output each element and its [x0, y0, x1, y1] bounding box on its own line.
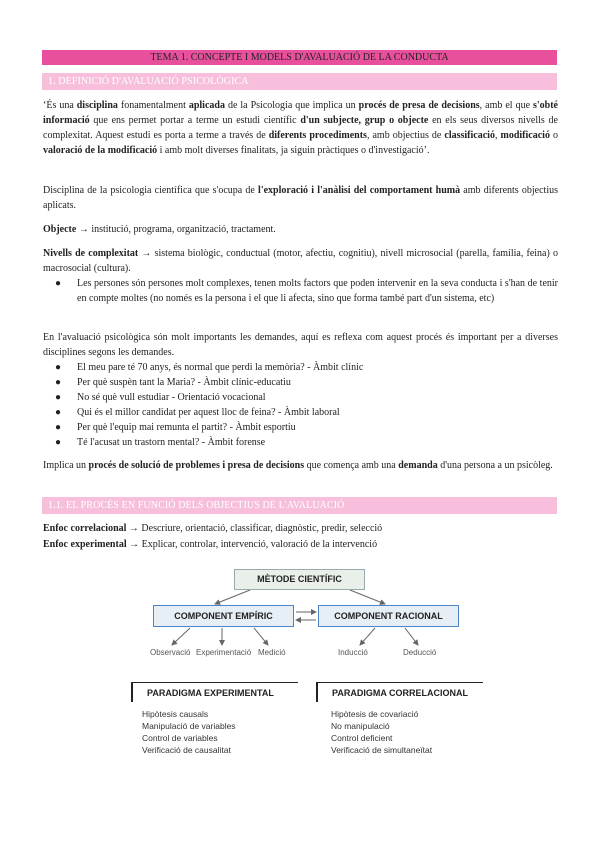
list-item: ● Té l'acusat un trastorn mental? - Àmbit forense [55, 437, 266, 448]
list-item: ● Per què l'equip mai remunta el partit? - Àmbit esportiu [55, 422, 296, 433]
list-item: ● El meu pare té 70 anys, és normal que perdi la memòria? - Àmbit clínic [55, 362, 364, 373]
correlational-approach: Enfoc correlacional → Descriure, orientació, classificar, diagnòstic, predir, selecció [43, 523, 383, 534]
correlational-paradigm-title: PARADIGMA CORRELACIONAL [316, 682, 483, 702]
racional-component-box: COMPONENT RACIONAL [318, 605, 459, 627]
list-item: Manipulació de variables [142, 721, 236, 731]
empiric-child-label: Experimentació [196, 648, 252, 657]
object-paragraph: Objecte → institució, programa, organització, tractament. [43, 224, 276, 235]
section-heading-text: 1.1. EL PROCÉS EN FUNCIÓ DELS OBJECTIUS DE L'AVALUACIÓ [48, 500, 345, 511]
experimental-paradigm-title: PARADIGMA EXPERIMENTAL [131, 682, 298, 702]
implies-paragraph: Implica un procés de solució de problemes i presa de decisions que comença amb una demanda d'una persona a un psicòleg. [43, 460, 553, 471]
definition-quote: ‘És una disciplina fonamentalment aplicada de la Psicologia que implica un procés de presa de decisions, amb el que s'obté informació que ens permet portar a terme un estudi científic d'un subjecte, grup o objecte en els seus diversos nivells de complexitat. Aquest estudi es porta a terme a través de diferents procediments, amb objectius de classificació, modificació o valoració de la modificació i amb molt diverses finalitats, ja siguin pràctiques o d'investigació’. [43, 100, 559, 156]
list-item: Control de variables [142, 733, 218, 743]
empiric-child-label: Observació [150, 648, 191, 657]
list-item: Hipòtesis de covariació [331, 709, 419, 719]
empiric-component-box: COMPONENT EMPÍRIC [153, 605, 294, 627]
demands-intro: En l'avaluació psicològica són molt importants les demandes, aquí es reflexa com aquest procés és important per a diverses disciplines segons les demandes. [43, 332, 558, 358]
list-item: ● No sé què vull estudiar - Orientació vocacional [55, 392, 266, 403]
connector-line [172, 628, 190, 645]
document-title: TEMA 1. CONCEPTE I MODELS D'AVALUACIÓ DE LA CONDUCTA [42, 50, 557, 65]
complexity-bullet-list [43, 276, 558, 306]
connector-line [360, 628, 375, 645]
demands-list [43, 360, 558, 450]
racional-child-label: Inducció [338, 648, 368, 657]
connector-line [254, 628, 268, 645]
empiric-child-label: Medició [258, 648, 286, 657]
list-item: ● Les persones són persones molt complexes, tenen molts factors que poden intervenir en la seva conducta i s'han de tenir en compte moltes (no només es la persona i el que li afecta, sino que forma també part d'un sistema, etc) [55, 278, 558, 304]
correlational-paradigm-list [331, 708, 432, 756]
list-item: Verificació de simultaneïtat [331, 745, 433, 755]
discipline-paragraph: Disciplina de la psicologia científica que s'ocupa de l'exploració i l'anàlisi del comportament humà amb diferents objectius aplicats. [43, 185, 558, 211]
experimental-approach: Enfoc experimental → Explicar, controlar, intervenció, valoració de la intervenció [43, 539, 378, 550]
connector-line [215, 590, 250, 604]
scientific-method-box: MÈTODE CIENTÍFIC [234, 569, 365, 590]
list-item: Verificació de causalitat [142, 745, 231, 755]
racional-child-label: Deducció [403, 648, 437, 657]
connector-line [405, 628, 418, 645]
connector-line [350, 590, 385, 604]
list-item: Hipòtesis causals [142, 709, 209, 719]
experimental-paradigm-list [142, 708, 236, 756]
list-item: Control deficient [331, 733, 393, 743]
section-heading-definition [42, 73, 557, 90]
list-item: ● Qui és el millor candidat per aquest lloc de feina? - Àmbit laboral [55, 407, 340, 418]
complexity-levels-paragraph: Nivells de complexitat → sistema biològic, conductual (motor, afectiu, cognitiu), nivell microsocial (parella, família, feina) o macrosocial (cultura). [43, 248, 559, 274]
list-item: ● Per què suspèn tant la Maria? - Àmbit clínic-educatiu [55, 377, 291, 388]
section-heading-process [42, 497, 557, 514]
list-item: No manipulació [331, 721, 390, 731]
section-heading-text: 1. DEFINICIÓ D'AVALUACIÓ PSICOLÒGICA [48, 76, 249, 87]
